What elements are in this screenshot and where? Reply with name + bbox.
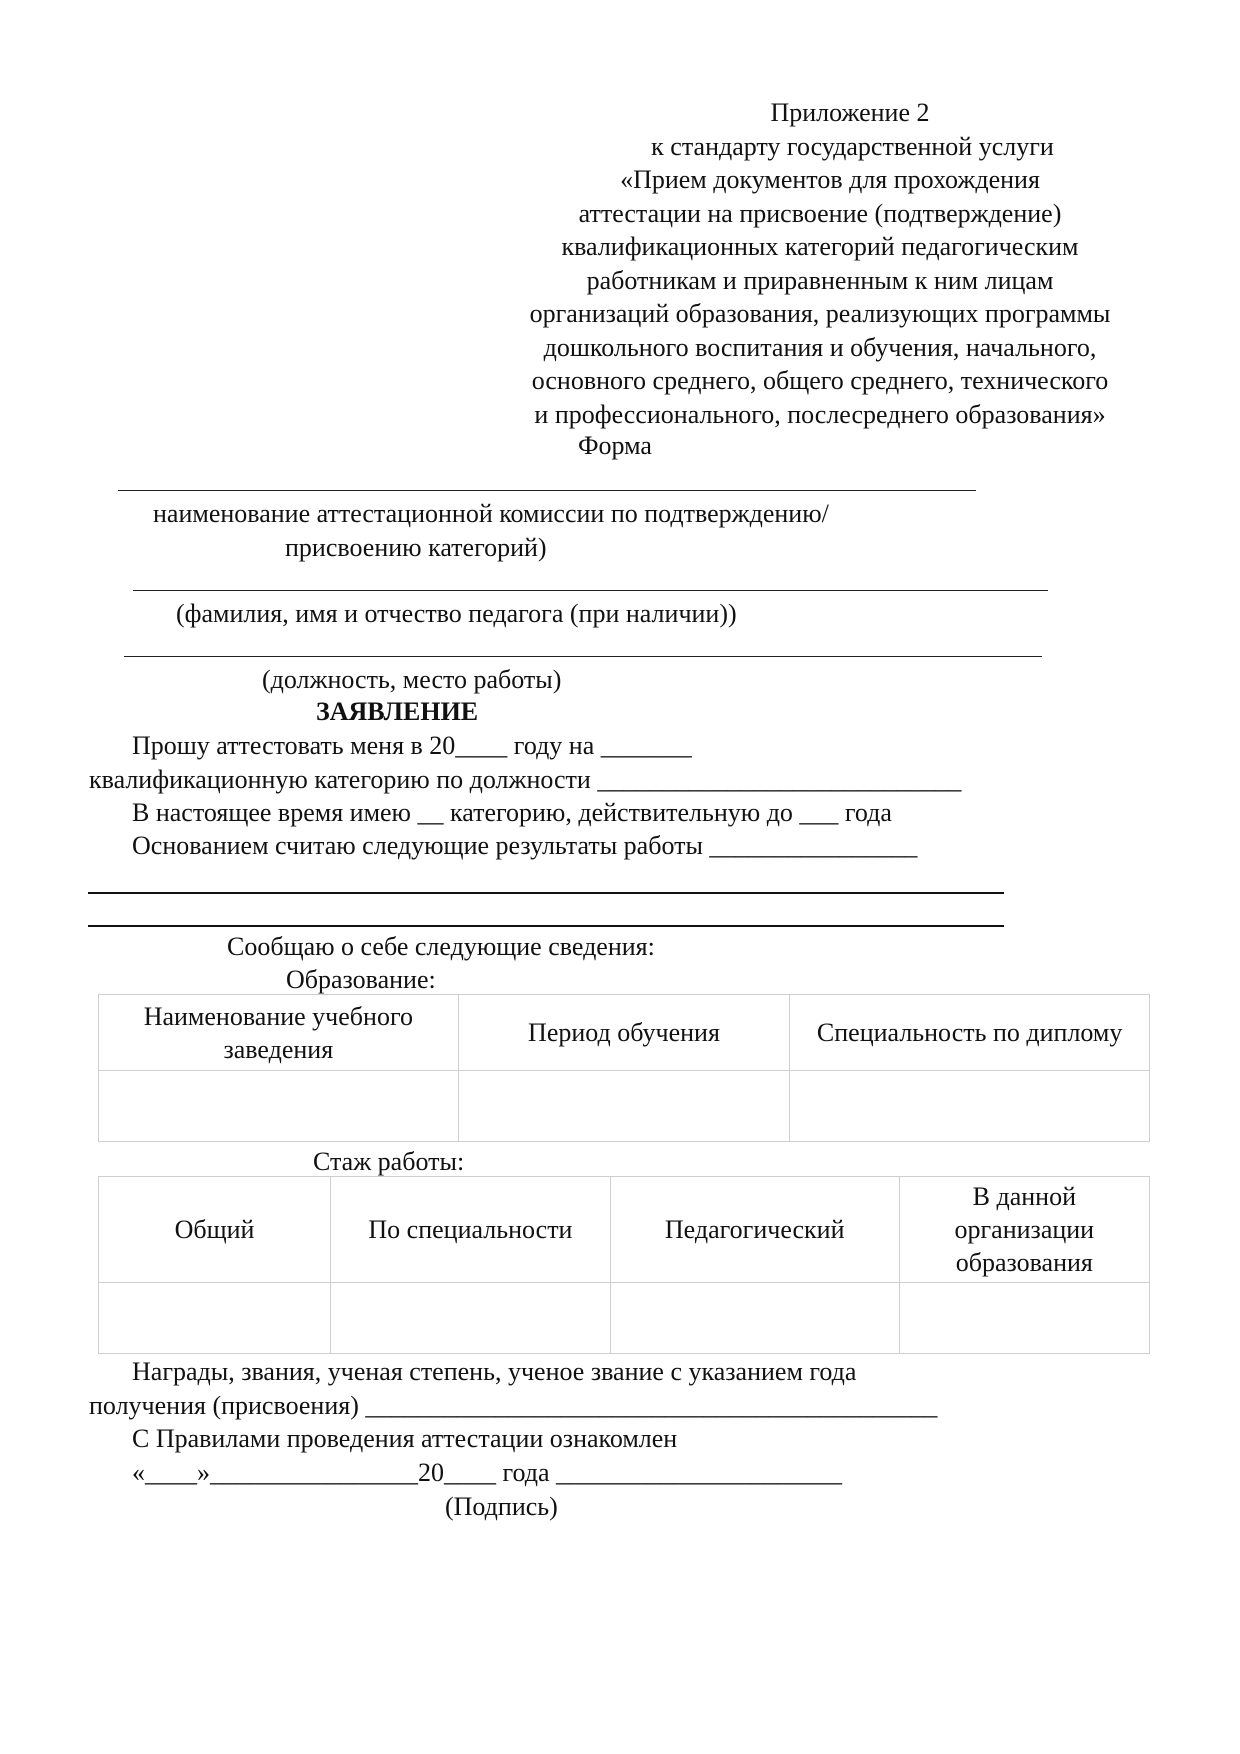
teacher-name-line[interactable] [133,590,1048,591]
table-header-cell: Наименование учебного заведения [99,995,459,1071]
education-table [98,994,1150,1142]
statement-line: В настоящее время имею __ категорию, действительную до ___ года [132,798,892,827]
appendix-header [470,96,1170,431]
header-line: дошкольного воспитания и обучения, начального, [543,332,1097,362]
results-line[interactable] [88,892,1004,894]
header-line: работникам и приравненным к ним лицам [586,265,1054,295]
results-line[interactable] [88,925,1004,927]
header-line: Приложение 2 [770,98,930,127]
awards-line-cont: получения (присвоения) ____________________________________________ [89,1391,938,1420]
table-row [99,1071,1150,1142]
statement-line: Основанием считаю следующие результаты работы ________________ [132,831,918,860]
experience-table [98,1176,1150,1354]
table-input-cell[interactable] [331,1283,611,1354]
header-line: и профессионального, послесреднего образования» [534,399,1106,429]
header-line: основного среднего, общего среднего, технического [531,366,1109,395]
header-line: аттестации на присвоение (подтверждение) [578,198,1062,228]
date-signature-line: «____»________________20____ года ______________________ [132,1458,843,1487]
commission-caption-cont: присвоению категорий) [285,533,547,562]
education-label: Образование: [286,965,436,994]
table-input-cell[interactable] [899,1283,1149,1354]
table-header-cell: По специальности [331,1177,611,1283]
table-row [99,1177,1150,1283]
header-line: «Прием документов для прохождения [620,165,1040,194]
table-header-cell: Специальность по диплому [790,995,1150,1071]
header-line: квалификационных категорий педагогическим [561,232,1079,261]
table-header-cell: Общий [99,1177,331,1283]
table-input-cell[interactable] [458,1071,790,1142]
form-label: Форма [578,431,652,460]
statement-line: Прошу аттестовать меня в 20____ году на _______ [132,731,692,760]
table-input-cell[interactable] [99,1283,331,1354]
about-self-label: Сообщаю о себе следующие сведения: [227,932,655,961]
table-header-cell: В данной организации образования [899,1177,1149,1283]
table-input-cell[interactable] [99,1071,459,1142]
commission-name-line[interactable] [118,490,976,491]
table-header-cell: Период обучения [458,995,790,1071]
teacher-name-caption: (фамилия, имя и отчество педагога (при наличии)) [176,599,737,628]
table-row [99,1283,1150,1354]
table-input-cell[interactable] [610,1283,899,1354]
experience-label: Стаж работы: [313,1147,465,1176]
position-line[interactable] [124,656,1042,657]
table-input-cell[interactable] [790,1071,1150,1142]
signature-caption: (Подпись) [445,1492,558,1521]
commission-caption: наименование аттестационной комиссии по подтверждению/ [153,499,829,528]
header-line: к стандарту государственной услуги [651,131,1054,161]
statement-title: ЗАЯВЛЕНИЕ [316,697,479,726]
awards-line: Награды, звания, ученая степень, ученое звание с указанием года [132,1357,857,1386]
rules-acknowledgement: С Правилами проведения аттестации ознакомлен [132,1424,678,1453]
table-header-cell: Педагогический [610,1177,899,1283]
table-row [99,995,1150,1071]
statement-line: квалификационную категорию по должности ____________________________ [89,765,962,794]
position-caption: (должность, место работы) [262,665,562,694]
header-line: организаций образования, реализующих программы [529,299,1111,328]
